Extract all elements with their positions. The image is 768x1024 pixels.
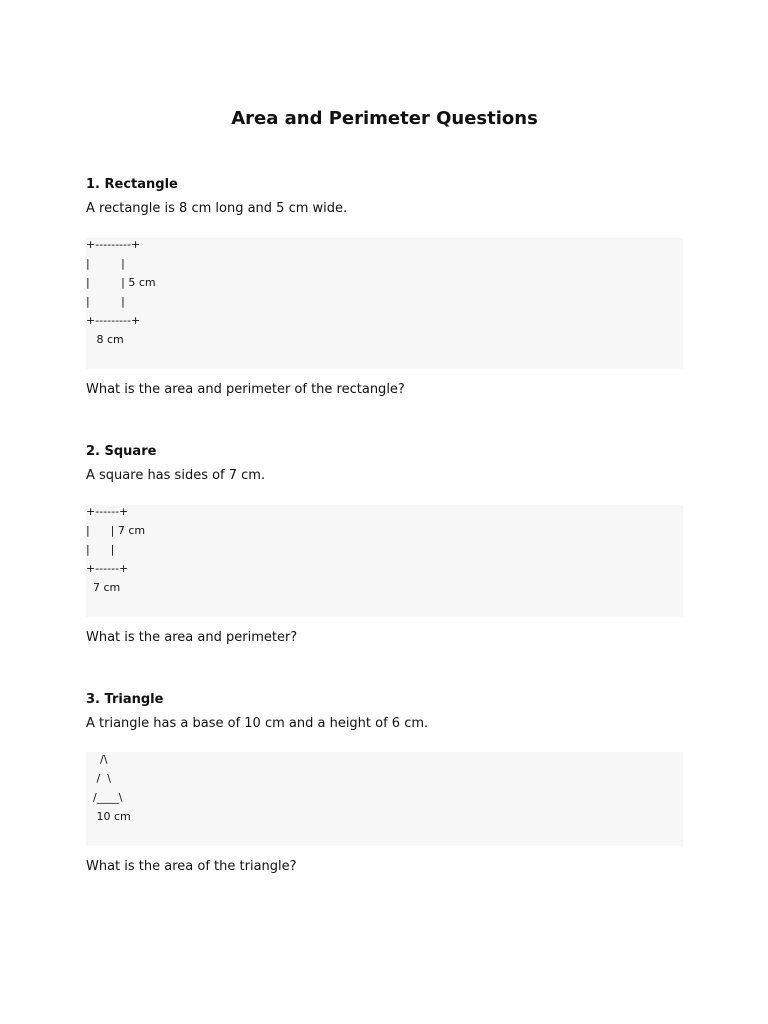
question-heading: 1. Rectangle (86, 177, 178, 192)
square-figure (86, 505, 683, 617)
question-prompt: What is the area and perimeter? (86, 630, 298, 645)
triangle-figure (86, 752, 683, 846)
question-description: A triangle has a base of 10 cm and a height of 6 cm. (86, 716, 429, 731)
ascii-figure-triangle: /\ / \ /____\ 10 cm (92, 753, 131, 823)
question-heading: 3. Triangle (86, 692, 164, 707)
question-prompt: What is the area and perimeter of the rectangle? (86, 382, 405, 397)
ascii-figure-rectangle: +---------+ | | | | 5 cm | | +---------+ 8 cm (86, 238, 156, 346)
question-triangle (86, 692, 683, 731)
rectangle-figure (86, 238, 683, 369)
page-title: Area and Perimeter Questions (231, 108, 538, 129)
question-heading: 2. Square (86, 444, 157, 459)
question-square (86, 444, 683, 483)
ascii-figure-square: +------+ | | 7 cm | | +------+ 7 cm (86, 505, 146, 594)
question-prompt: What is the area of the triangle? (86, 859, 297, 874)
question-description: A square has sides of 7 cm. (86, 468, 266, 483)
question-description: A rectangle is 8 cm long and 5 cm wide. (86, 201, 348, 216)
question-rectangle (86, 177, 683, 216)
